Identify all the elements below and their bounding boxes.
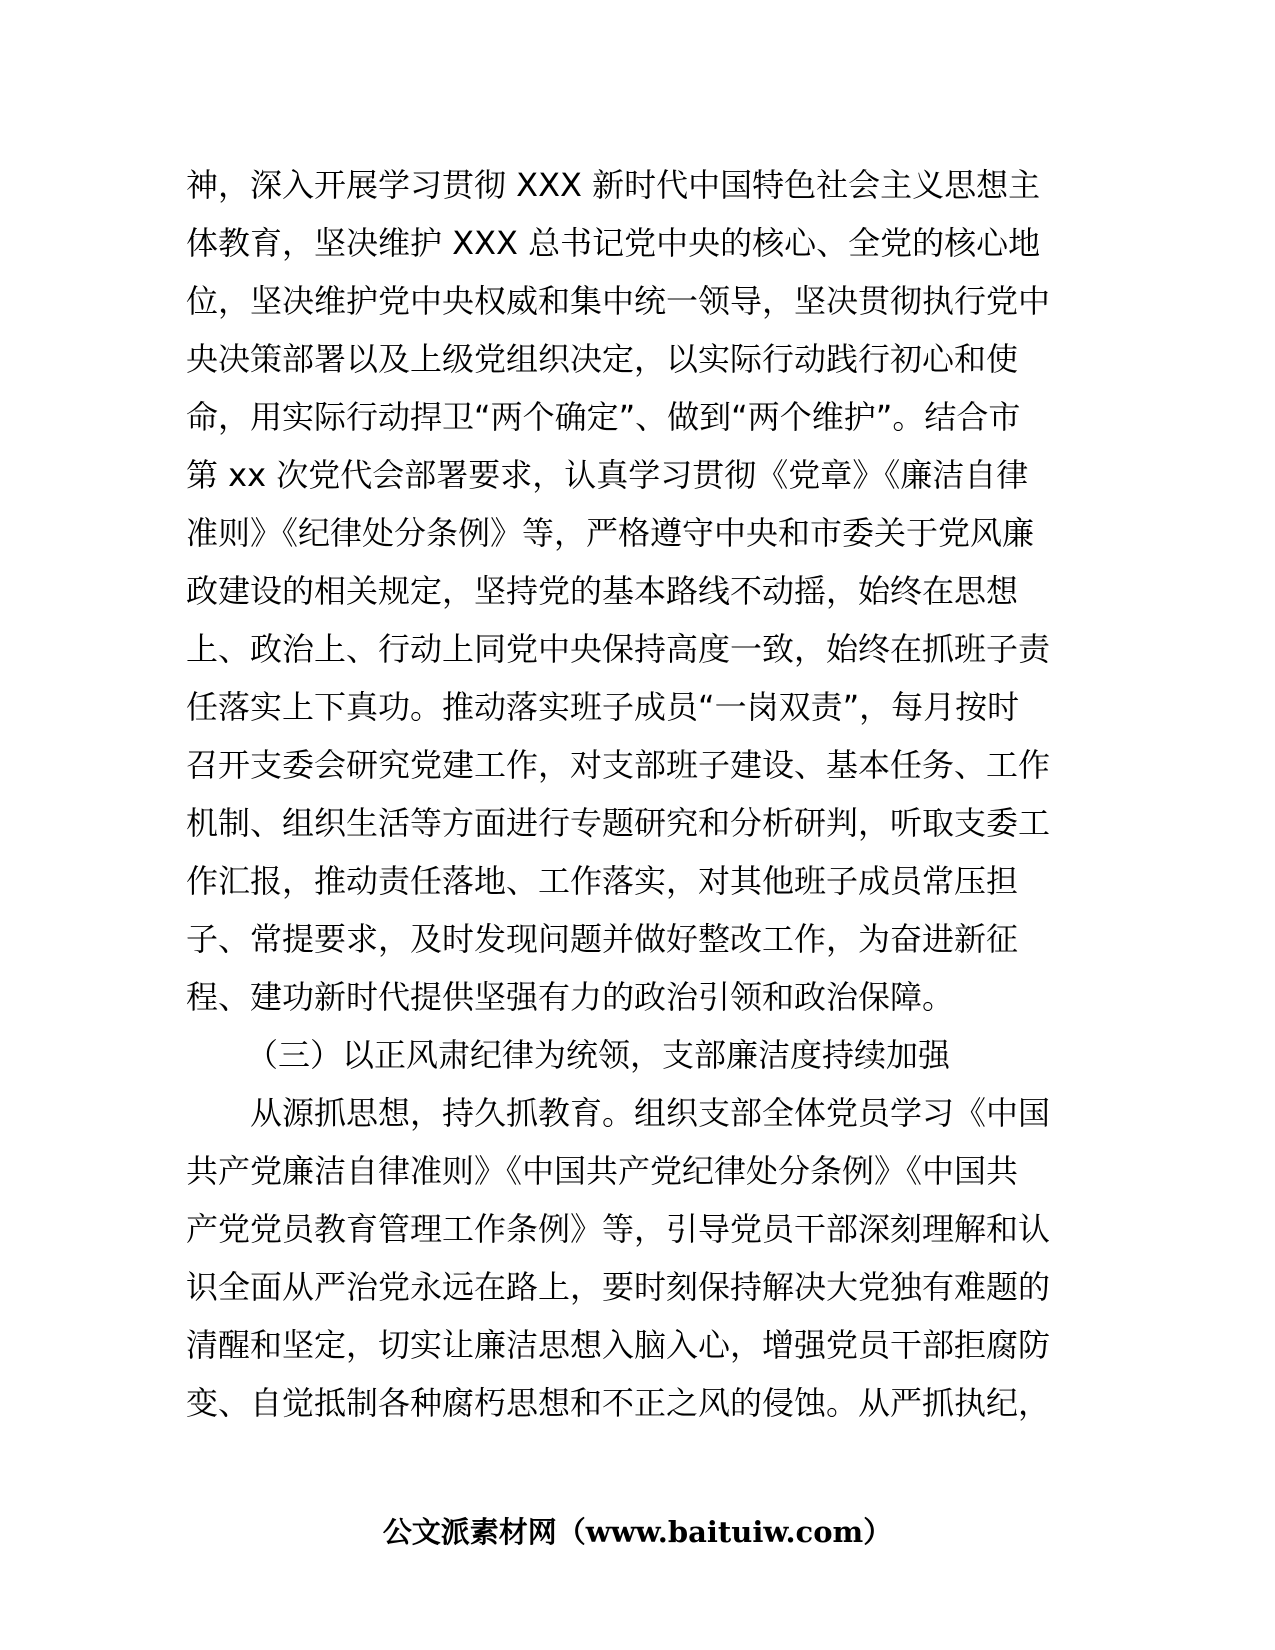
- text-line: 准则》《纪律处分条例》等，严格遵守中央和市委关于党风廉: [186, 514, 1035, 552]
- text-line: 清醒和坚定，切实让廉洁思想入脑入心，增强党员干部拒腐防: [186, 1326, 1051, 1364]
- text-line: 政建设的相关规定，坚持党的基本路线不动摇，始终在思想: [186, 572, 1019, 610]
- text-line: 神，深入开展学习贯彻 XXX 新时代中国特色社会主义思想主: [186, 166, 1041, 204]
- text-line: 识全面从严治党永远在路上，要时刻保持解决大党独有难题的: [186, 1268, 1051, 1306]
- section-heading: （三）以正风肃纪律为统领，支部廉洁度持续加强: [246, 1036, 951, 1074]
- text-line: 体教育，坚决维护 XXX 总书记党中央的核心、全党的核心地: [186, 224, 1041, 262]
- text-line: 共产党廉洁自律准则》《中国共产党纪律处分条例》《中国共: [186, 1152, 1019, 1190]
- page-footer: 公文派素材网（www.baituiw.com）: [382, 1515, 893, 1549]
- text-line: 上、政治上、行动上同党中央保持高度一致，始终在抓班子责: [186, 630, 1051, 668]
- text-line: 程、建功新时代提供坚强有力的政治引领和政治保障。: [186, 978, 955, 1016]
- text-line: 任落实上下真功。推动落实班子成员“一岗双责”，每月按时: [186, 688, 1020, 726]
- text-line: 产党党员教育管理工作条例》等，引导党员干部深刻理解和认: [186, 1210, 1051, 1248]
- body-text: [186, 156, 1086, 1432]
- text-line: 第 xx 次党代会部署要求，认真学习贯彻《党章》《廉洁自律: [186, 456, 1029, 494]
- text-line: 变、自觉抵制各种腐朽思想和不正之风的侵蚀。从严抓执纪，: [186, 1384, 1051, 1422]
- text-line: 作汇报，推动责任落地、工作落实，对其他班子成员常压担: [186, 862, 1019, 900]
- text-line: 召开支委会研究党建工作，对支部班子建设、基本任务、工作: [186, 746, 1051, 784]
- text-line: 机制、组织生活等方面进行专题研究和分析研判，听取支委工: [186, 804, 1051, 842]
- text-line: 央决策部署以及上级党组织决定，以实际行动践行初心和使: [186, 340, 1019, 378]
- text-line: 位，坚决维护党中央权威和集中统一领导，坚决贯彻执行党中: [186, 282, 1051, 320]
- text-line: 从源抓思想，持久抓教育。组织支部全体党员学习《中国: [250, 1094, 1051, 1132]
- text-line: 命，用实际行动捍卫“两个确定”、做到“两个维护”。结合市: [186, 398, 1021, 436]
- text-line: 子、常提要求，及时发现问题并做好整改工作，为奋进新征: [186, 920, 1019, 958]
